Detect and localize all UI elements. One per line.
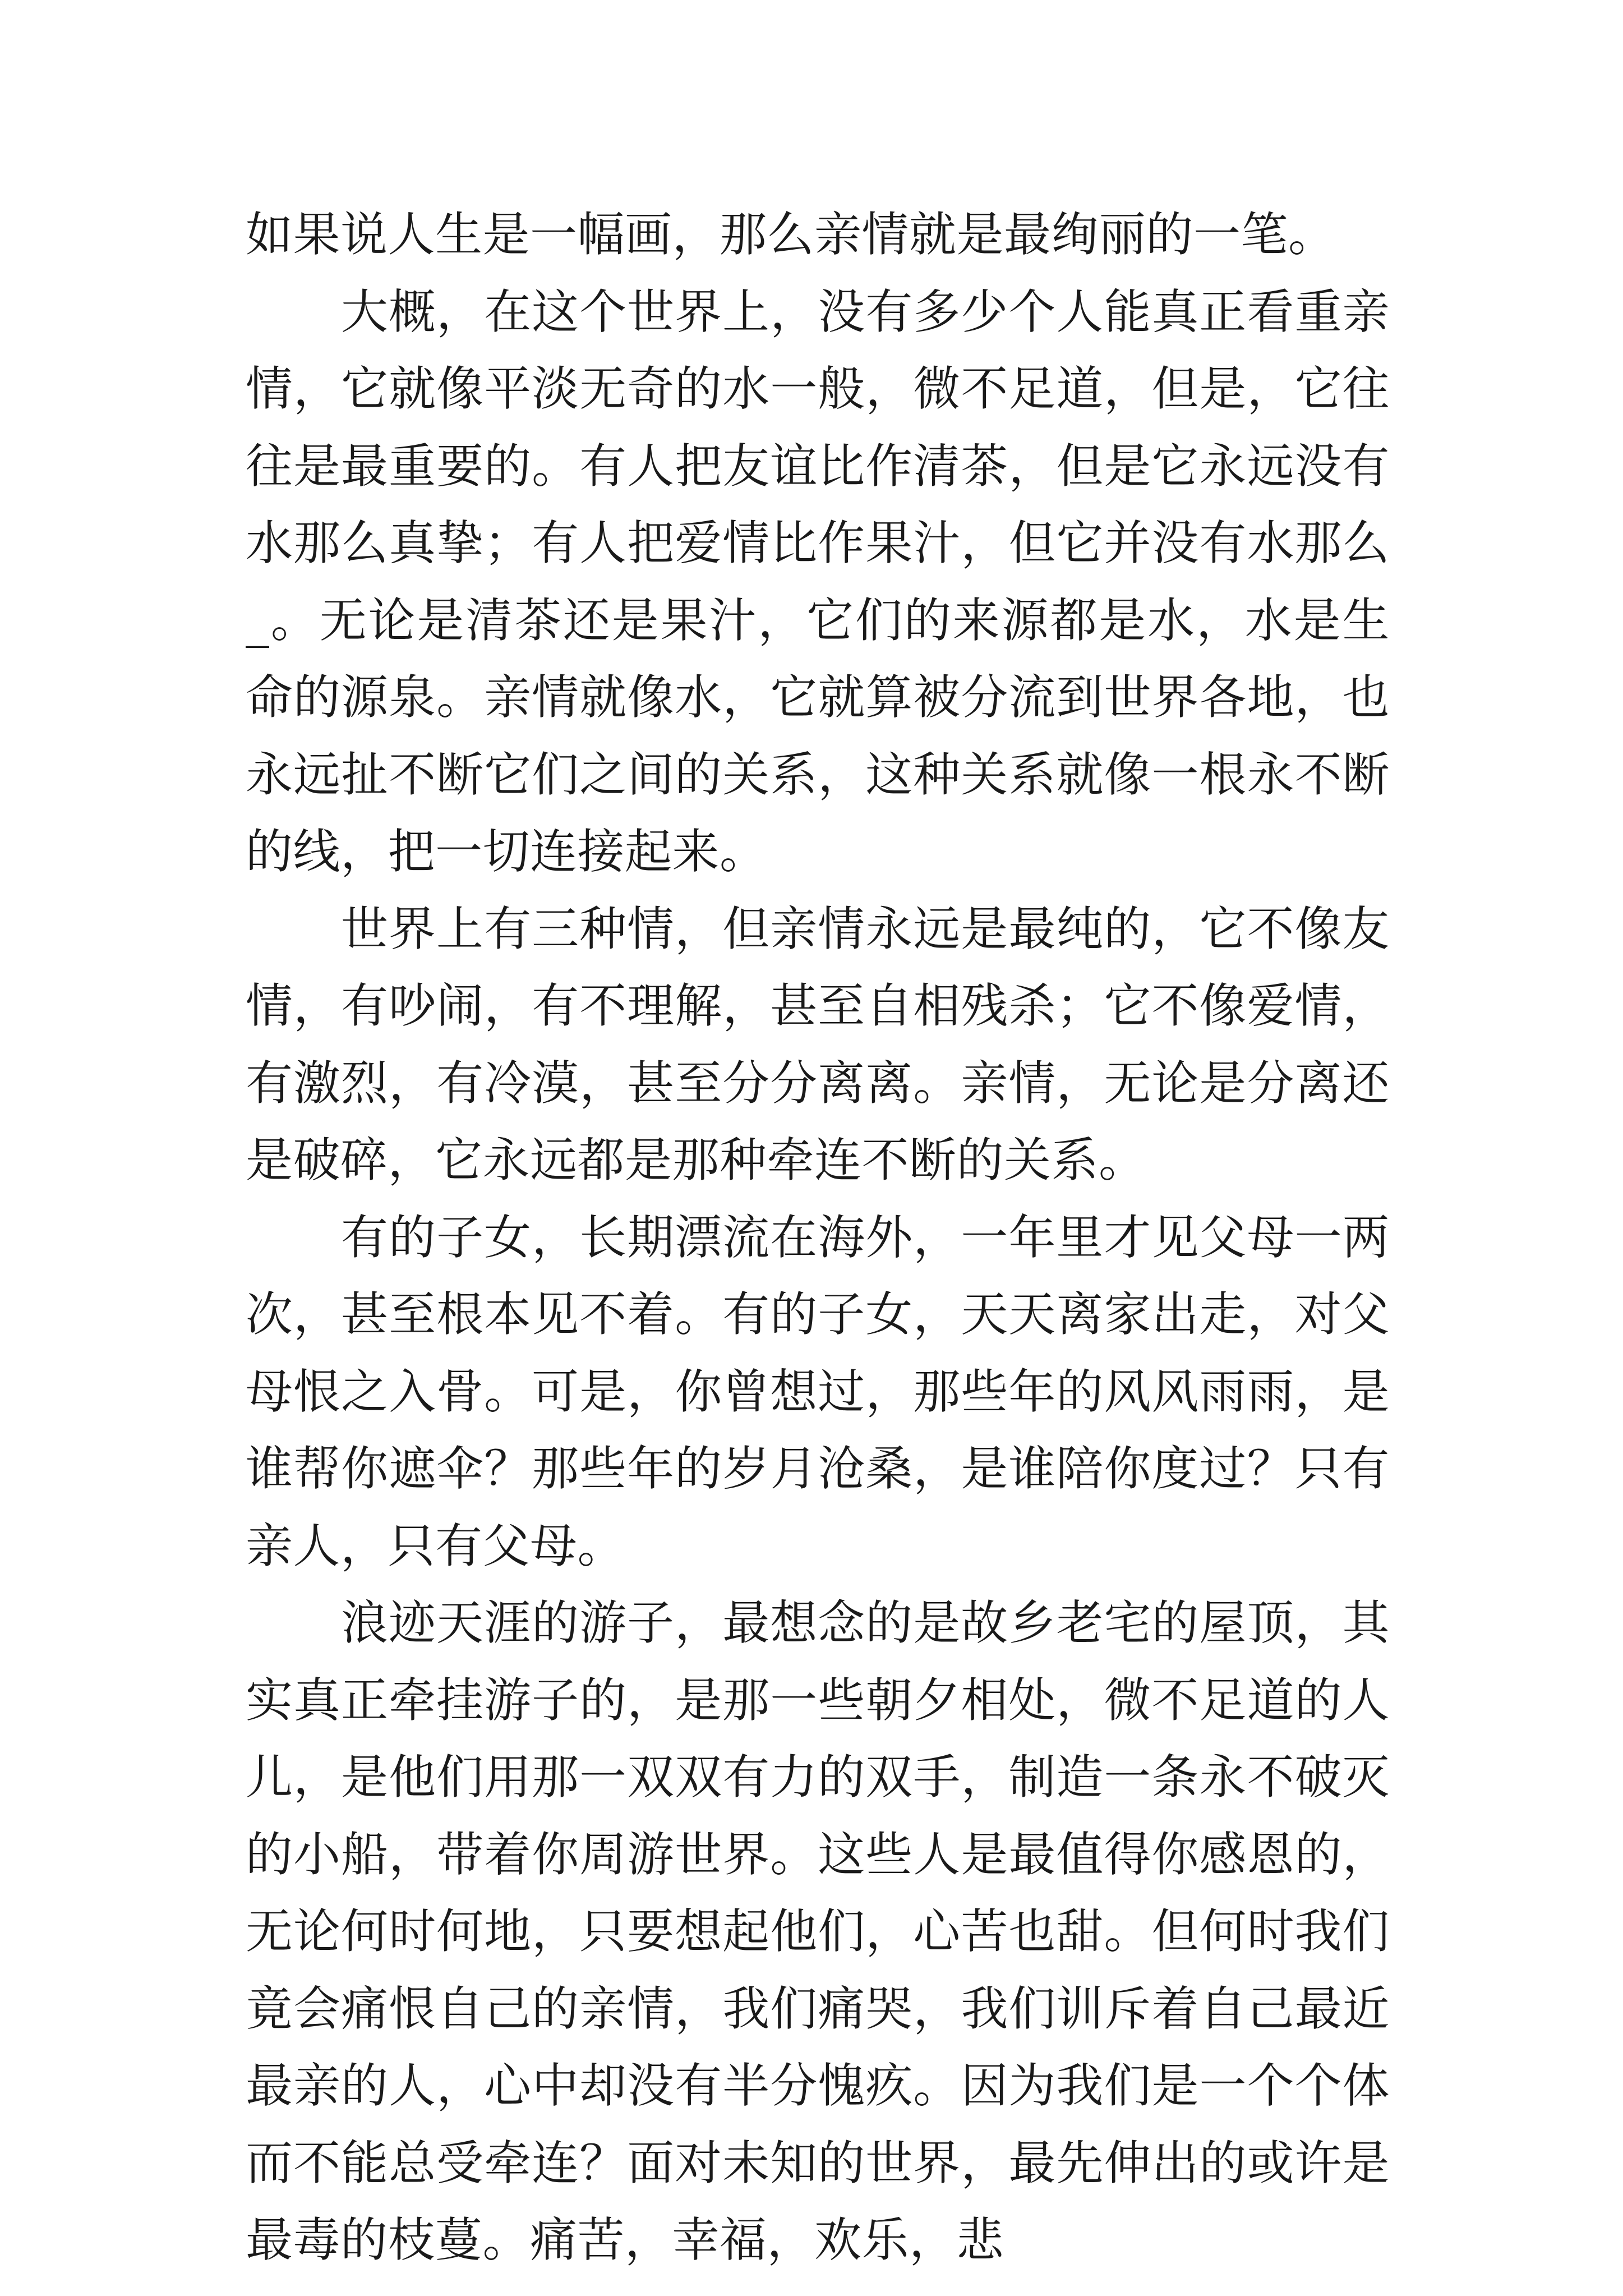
paragraph-3: 世界上有三种情，但亲情永远是最纯的，它不像友情，有吵闹，有不理解，甚至自相残杀；它不像爱情，有激烈，有冷漠，甚至分分离离。亲情，无论是分离还是破碎，它永远都是那种牵连不断的关系。: [246, 901, 1390, 1188]
paragraph-4: 有的子女，长期漂流在海外，一年里才见父母一两次，甚至根本见不着。有的子女，天天离家出走，对父母恨之入骨。可是，你曾想过，那些年的风风雨雨，是谁帮你遮伞？那些年的岁月沧桑，是谁陪你度过？只有亲人，只有父母。: [246, 1209, 1390, 1573]
document-body: [246, 196, 1390, 2279]
paragraph-5: 浪迹天涯的游子，最想念的是故乡老宅的屋顶，其实真正牵挂游子的，是那一些朝夕相处，微不足道的人儿，是他们用那一双双有力的双手，制造一条永不破灭的小船，带着你周游世界。这些人是最值得你感恩的，无论何时何地，只要想起他们，心苦也甜。但何时我们竟会痛恨自己的亲情，我们痛哭，我们训斥着自己最近最亲的人，心中却没有半分愧疚。因为我们是一个个体而不能总受牵连？面对未知的世界，最先伸出的或许是最毒的枝蔓。痛苦，幸福，欢乐，悲: [246, 1595, 1390, 2267]
paragraph-1: 如果说人生是一幅画，那么亲情就是最绚丽的一笔。: [246, 207, 1336, 262]
paragraph-2: 大概，在这个世界上，没有多少个人能真正看重亲情，它就像平淡无奇的水一般，微不足道，但是，它往往是最重要的。有人把友谊比作清茶，但是它永远没有水那么真挚；有人把爱情比作果汁，但它并没有水那么_。无论是清茶还是果汁，它们的来源都是水，水是生命的源泉。亲情就像水，它就算被分流到世界各地，也永远扯不断它们之间的关系，这种关系就像一根永不断的线，把一切连接起来。: [246, 284, 1390, 879]
